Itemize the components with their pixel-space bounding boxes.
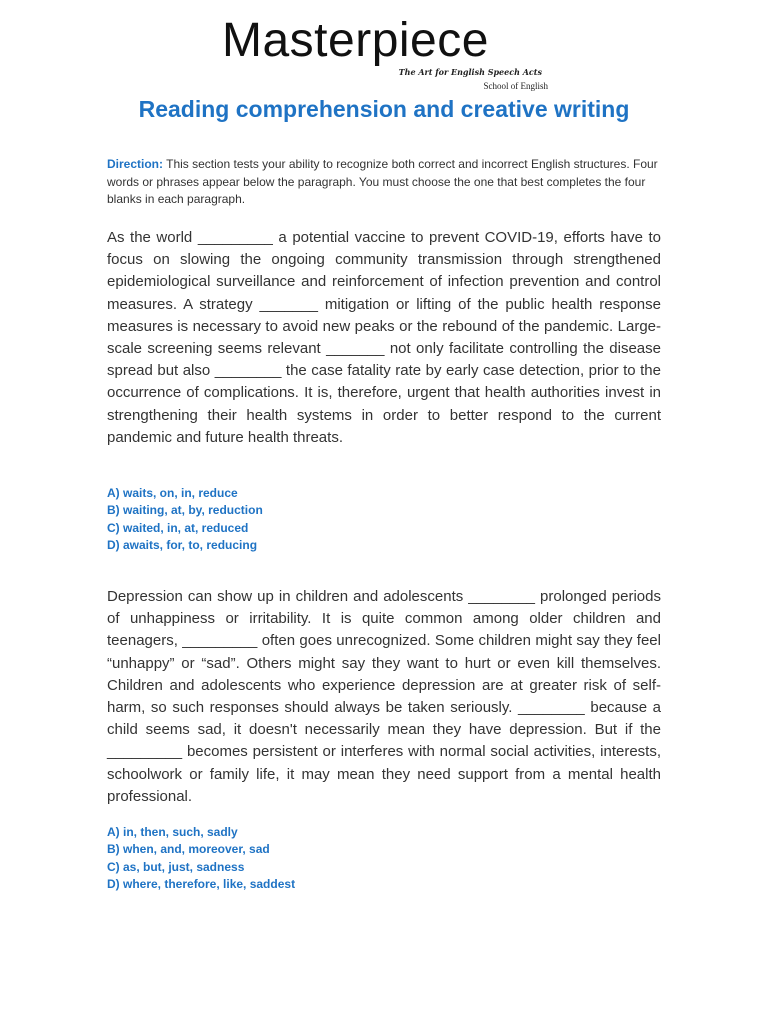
option-c: C) waited, in, at, reduced [107,520,249,535]
direction-text: This section tests your ability to recognize both correct and incorrect English structures. Four words or phrases appear below the paragraph. You must choose the one that best completes the four blanks in each paragraph. [107,157,658,206]
masterpiece-logo [222,12,552,92]
option-d: D) awaits, for, to, reducing [107,538,258,553]
option-b: B) when, and, moreover, sad [107,842,270,857]
option-d: D) where, therefore, like, saddest [107,877,296,892]
option-a: A) in, then, such, sadly [107,825,238,839]
answer-options-2 [107,824,507,894]
page-title: Reading comprehension and creative writing [138,96,630,122]
option-a: A) waits, on, in, reduce [107,486,238,500]
logo-school-name: School of English [483,81,548,91]
passage-covid: As the world _________ a potential vaccine to prevent COVID-19, efforts have to focus on slowing the ongoing community transmission through strengthened epidemiological surveillance and reinforcement of infection prevention and control measures. A strategy _______ mitigation or lifting of the public health response measures is necessary to avoid new peaks or the rebound of the pandemic. Large-scale screening seems relevant _______ not only facilitate controlling the disease spread but also ________ the case fatality rate by early case detection, prior to the occurrence of complications. It is, therefore, urgent that health authorities invest in strengthening their health systems in order to better respond to the current pandemic and future health threats. [107,229,661,446]
logo-wordmark: Masterpiece [222,14,489,67]
option-c: C) as, but, just, sadness [107,859,245,874]
passage-depression: Depression can show up in children and adolescents ________ prolonged periods of unhappiness or irritability. It is quite common among older children and teenagers, _________ often goes unrecognized. Some children might say they feel “unhappy” or “sad”. Others might say they want to hurt or even kill themselves. Children and adolescents who experience depression are at greater risk of self-harm, so such responses should always be taken seriously. ________ because a child seems sad, it doesn't necessarily mean they have depression. But if the _________ becomes persistent or interferes with normal social activities, interests, schoolwork or family life, it may mean they need support from a mental health professional. [107,588,661,805]
direction-paragraph [107,156,663,209]
direction-label: Direction: [107,157,164,171]
logo-tagline: The Art for English Speech Acts [398,67,542,77]
answer-options-1 [107,485,507,555]
option-b: B) waiting, at, by, reduction [107,503,263,518]
